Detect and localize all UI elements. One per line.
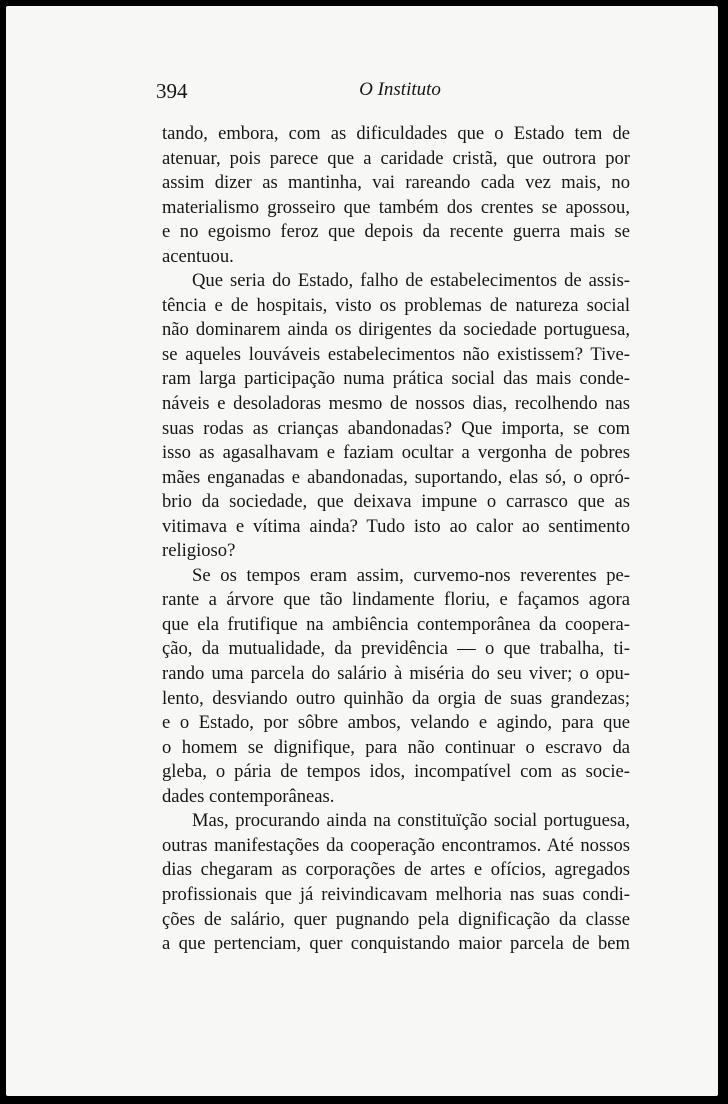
body-text [162, 122, 630, 957]
text-line: vitimava e vítima ainda? Tudo isto ao calor ao sentimento [162, 515, 630, 537]
text-line: a que pertenciam, quer conquistando maior parcela de bem [162, 933, 630, 955]
running-head [154, 79, 618, 105]
text-line: ram larga participação numa prática social das mais conde- [162, 368, 630, 390]
book-page [6, 6, 718, 1096]
text-line: Que seria do Estado, falho de estabelecimentos de assis- [192, 270, 630, 292]
text-line: mães enganadas e abandonadas, suportando, elas só, o opró- [162, 466, 630, 488]
text-line: acentuou. [162, 245, 234, 267]
text-line: náveis e desoladoras mesmo de nossos dias, recolhendo nas [162, 393, 630, 415]
text-line: lento, desviando outro quinhão da orgia de suas grandezas; [162, 687, 630, 709]
text-line: tando, embora, com as dificuldades que o Estado tem de [162, 123, 630, 144]
text-line: isso as agasalhavam e faziam ocultar a vergonha de pobres [162, 442, 630, 464]
text-line: brio da sociedade, que deixava impune o carrasco que as [162, 491, 630, 513]
text-line: dias chegaram as corporações de artes e ofícios, agregados [162, 859, 630, 881]
text-line: dades contemporâneas. [162, 785, 335, 807]
text-line: se aqueles louváveis estabelecimentos não existissem? Tive- [162, 343, 630, 365]
text-line: não dominarem ainda os dirigentes da sociedade portuguesa, [162, 319, 630, 341]
text-line: assim dizer as mantinha, vai rareando cada vez mais, no [162, 172, 630, 194]
journal-title: O Instituto [359, 79, 441, 100]
text-line: ção, da mutualidade, da previdência — o que trabalha, ti- [162, 638, 630, 660]
text-line: ções de salário, quer pugnando pela dignificação da classe [162, 908, 630, 930]
text-line: rante a árvore que tão lindamente floriu, e façamos agora [162, 589, 630, 611]
text-line: Se os tempos eram assim, curvemo-nos reverentes pe- [192, 564, 630, 586]
text-line: suas rodas as crianças abandonadas? Que importa, se com [162, 417, 630, 439]
text-line: o homem se dignifique, para não continuar o escravo da [162, 736, 630, 758]
text-line: rando uma parcela do salário à miséria do seu viver; o opu- [162, 663, 630, 685]
text-line: que ela frutifique na ambiência contemporânea da coopera- [162, 613, 630, 635]
text-line: tência e de hospitais, visto os problemas de natureza social [162, 294, 630, 316]
text-line: atenuar, pois parece que a caridade cristã, que outrora por [162, 147, 630, 169]
text-line: profissionais que já reivindicavam melhoria nas suas condi- [162, 883, 630, 905]
text-line: e o Estado, por sôbre ambos, velando e agindo, para que [162, 712, 630, 734]
page-number: 394 [156, 79, 188, 103]
text-line: Mas, procurando ainda na constituïção social portuguesa, [192, 810, 630, 832]
text-line: outras manifestações da cooperação encontramos. Até nossos [162, 834, 630, 856]
text-line: religioso? [162, 540, 236, 562]
text-line: materialismo grosseiro que também dos crentes se apossou, [162, 196, 630, 218]
text-line: e no egoismo feroz que depois da recente guerra mais se [162, 221, 630, 243]
text-line: gleba, o pária de tempos idos, incompatível com as socie- [162, 761, 630, 783]
